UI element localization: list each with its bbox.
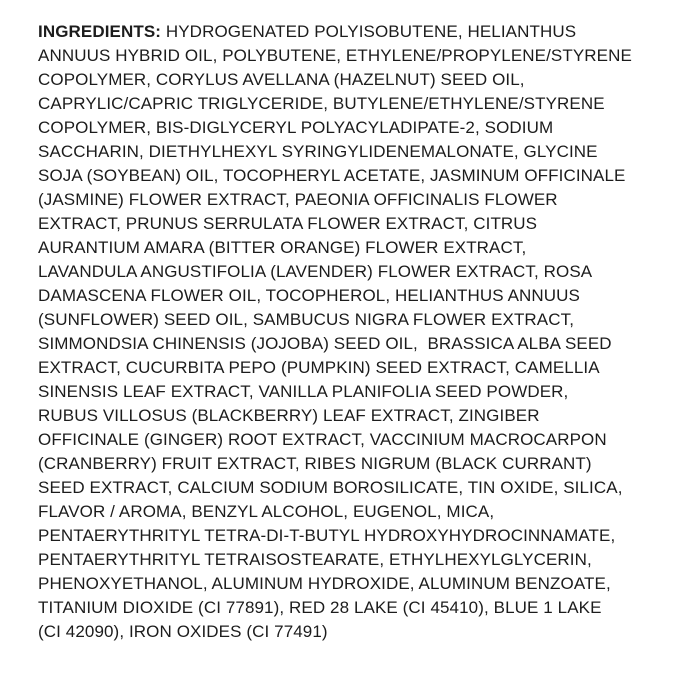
ingredients-line: DAMASCENA FLOWER OIL, TOCOPHEROL, HELIANTHUS ANNUUS: [38, 286, 580, 305]
ingredients-line: EXTRACT, PRUNUS SERRULATA FLOWER EXTRACT, CITRUS: [38, 214, 538, 233]
ingredients-line: RUBUS VILLOSUS (BLACKBERRY) LEAF EXTRACT, ZINGIBER: [38, 406, 540, 425]
ingredients-line: SACCHARIN, DIETHYLHEXYL SYRINGYLIDENEMALONATE, GLYCINE: [38, 142, 598, 161]
ingredients-line: (JASMINE) FLOWER EXTRACT, PAEONIA OFFICINALIS FLOWER: [38, 190, 558, 209]
ingredients-line: SOJA (SOYBEAN) OIL, TOCOPHERYL ACETATE, JASMINUM OFFICINALE: [38, 166, 626, 185]
ingredients-line: SEED EXTRACT, CALCIUM SODIUM BOROSILICATE, TIN OXIDE, SILICA,: [38, 478, 623, 497]
ingredients-line: PHENOXYETHANOL, ALUMINUM HYDROXIDE, ALUMINUM BENZOATE,: [38, 574, 611, 593]
ingredients-paragraph: [38, 20, 646, 644]
ingredients-line: COPOLYMER, CORYLUS AVELLANA (HAZELNUT) SEED OIL,: [38, 70, 525, 89]
ingredients-line-text: HYDROGENATED POLYISOBUTENE, HELIANTHUS: [161, 22, 577, 41]
ingredients-line: EXTRACT, CUCURBITA PEPO (PUMPKIN) SEED EXTRACT, CAMELLIA: [38, 358, 600, 377]
ingredients-line: LAVANDULA ANGUSTIFOLIA (LAVENDER) FLOWER EXTRACT, ROSA: [38, 262, 593, 281]
ingredients-line: ANNUUS HYBRID OIL, POLYBUTENE, ETHYLENE/PROPYLENE/STYRENE: [38, 46, 632, 65]
ingredients-line: (CI 42090), IRON OXIDES (CI 77491): [38, 622, 328, 641]
ingredients-line: SIMMONDSIA CHINENSIS (JOJOBA) SEED OIL, BRASSICA ALBA SEED: [38, 334, 612, 353]
ingredients-line: FLAVOR / AROMA, BENZYL ALCOHOL, EUGENOL, MICA,: [38, 502, 495, 521]
ingredients-line: [38, 20, 646, 44]
ingredients-line: (CRANBERRY) FRUIT EXTRACT, RIBES NIGRUM (BLACK CURRANT): [38, 454, 592, 473]
ingredients-line: TITANIUM DIOXIDE (CI 77891), RED 28 LAKE (CI 45410), BLUE 1 LAKE: [38, 598, 602, 617]
ingredients-line: CAPRYLIC/CAPRIC TRIGLYCERIDE, BUTYLENE/ETHYLENE/STYRENE: [38, 94, 605, 113]
ingredients-line: (SUNFLOWER) SEED OIL, SAMBUCUS NIGRA FLOWER EXTRACT,: [38, 310, 575, 329]
ingredients-line: COPOLYMER, BIS-DIGLYCERYL POLYACYLADIPATE-2, SODIUM: [38, 118, 554, 137]
ingredients-line: AURANTIUM AMARA (BITTER ORANGE) FLOWER EXTRACT,: [38, 238, 527, 257]
ingredients-line: PENTAERYTHRITYL TETRAISOSTEARATE, ETHYLHEXYLGLYCERIN,: [38, 550, 592, 569]
ingredients-line: PENTAERYTHRITYL TETRA-DI-T-BUTYL HYDROXYHYDROCINNAMATE,: [38, 526, 616, 545]
ingredients-line: SINENSIS LEAF EXTRACT, VANILLA PLANIFOLIA SEED POWDER,: [38, 382, 569, 401]
ingredients-heading: INGREDIENTS:: [38, 22, 162, 41]
ingredients-line: OFFICINALE (GINGER) ROOT EXTRACT, VACCINIUM MACROCARPON: [38, 430, 607, 449]
